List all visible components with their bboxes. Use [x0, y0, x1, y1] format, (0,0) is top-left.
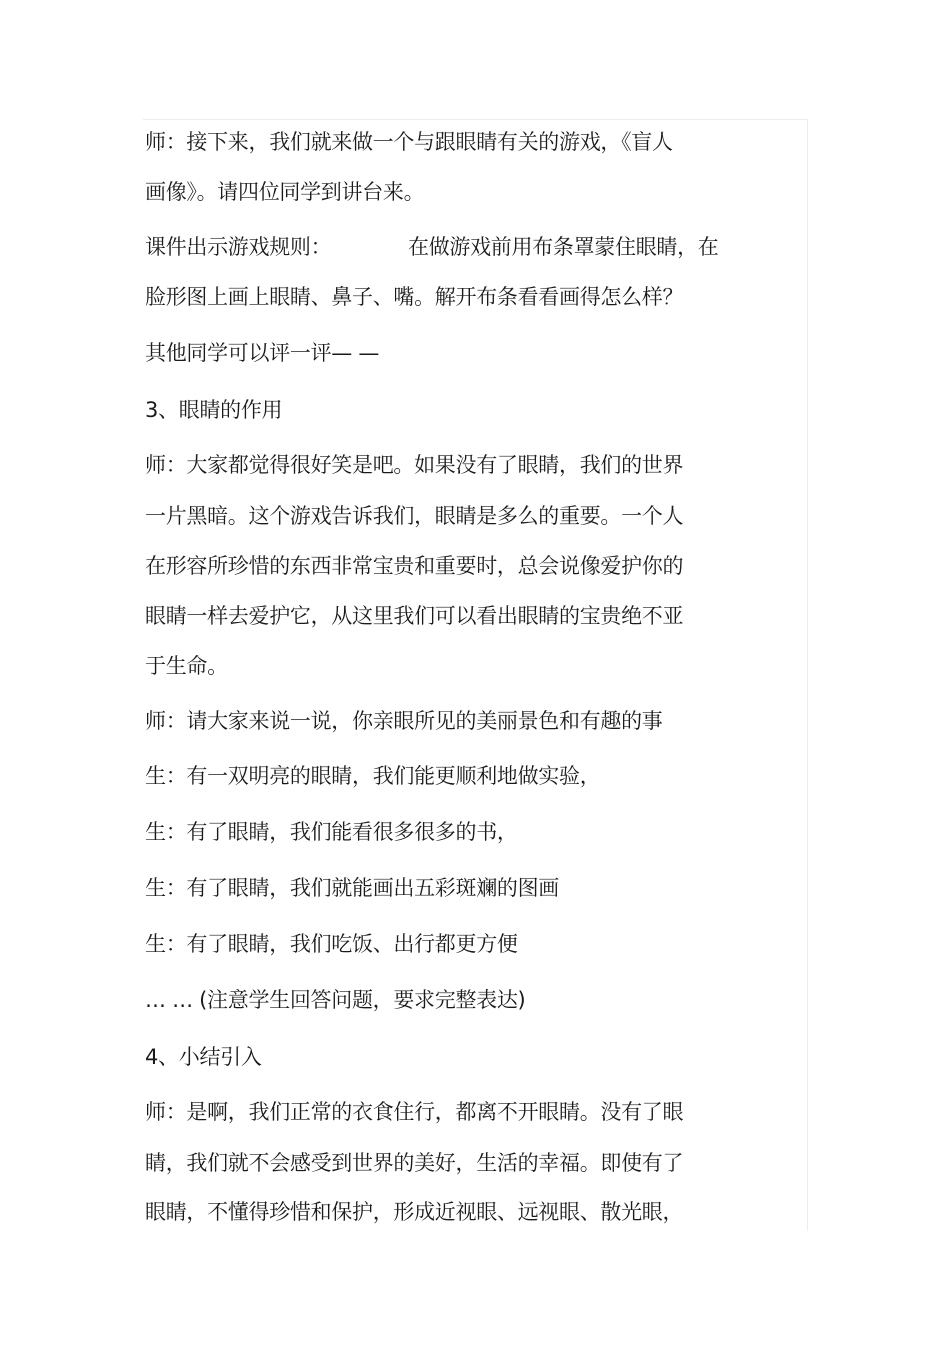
- text-line-17: … … (注意学生回答问题，要求完整表达): [145, 988, 526, 1012]
- text-line-12: 师：请大家来说一说，你亲眼所见的美丽景色和有趣的事: [145, 709, 663, 733]
- text-line-16: 生：有了眼睛，我们吃饭、出行都更方便: [145, 932, 518, 956]
- text-line-13: 生：有一双明亮的眼睛，我们能更顺利地做实验，: [145, 764, 601, 788]
- text-line-3: 课件出示游戏规则：: [145, 235, 332, 259]
- section-heading-3: 3、眼睛的作用: [145, 398, 283, 422]
- section-heading-4: 4、小结引入: [145, 1045, 262, 1069]
- text-line-9: 在形容所珍惜的东西非常宝贵和重要时，总会说像爱护你的: [145, 554, 684, 578]
- text-line-7: 师：大家都觉得很好笑是吧。如果没有了眼睛，我们的世界: [145, 453, 684, 477]
- text-line-11: 于生命。: [145, 654, 228, 678]
- text-line-21: 眼睛，不懂得珍惜和保护，形成近视眼、远视眼、散光眼，: [145, 1200, 684, 1224]
- text-line-14: 生：有了眼睛，我们能看很多很多的书，: [145, 820, 518, 844]
- text-line-4: 脸形图上画上眼睛、鼻子、嘴。解开布条看看画得怎么样？: [145, 285, 684, 309]
- text-line-2: 画像》。请四位同学到讲台来。: [145, 180, 425, 204]
- text-line-10: 眼睛一样去爱护它，从这里我们可以看出眼睛的宝贵绝不亚: [145, 604, 684, 628]
- text-line-15: 生：有了眼睛，我们就能画出五彩斑斓的图画: [145, 876, 559, 900]
- text-line-1: 师：接下来，我们就来做一个与跟眼睛有关的游戏，《盲人: [145, 130, 673, 154]
- text-line-20: 睛，我们就不会感受到世界的美好，生活的幸福。即使有了: [145, 1151, 684, 1175]
- game-rule-text: 在做游戏前用布条罩蒙住眼睛，在: [408, 235, 719, 259]
- text-line-8: 一片黑暗。这个游戏告诉我们，眼睛是多么的重要。一个人: [145, 504, 684, 528]
- text-line-19: 师：是啊，我们正常的衣食住行，都离不开眼睛。没有了眼: [145, 1100, 684, 1124]
- text-line-5: 其他同学可以评一评— —: [145, 341, 380, 365]
